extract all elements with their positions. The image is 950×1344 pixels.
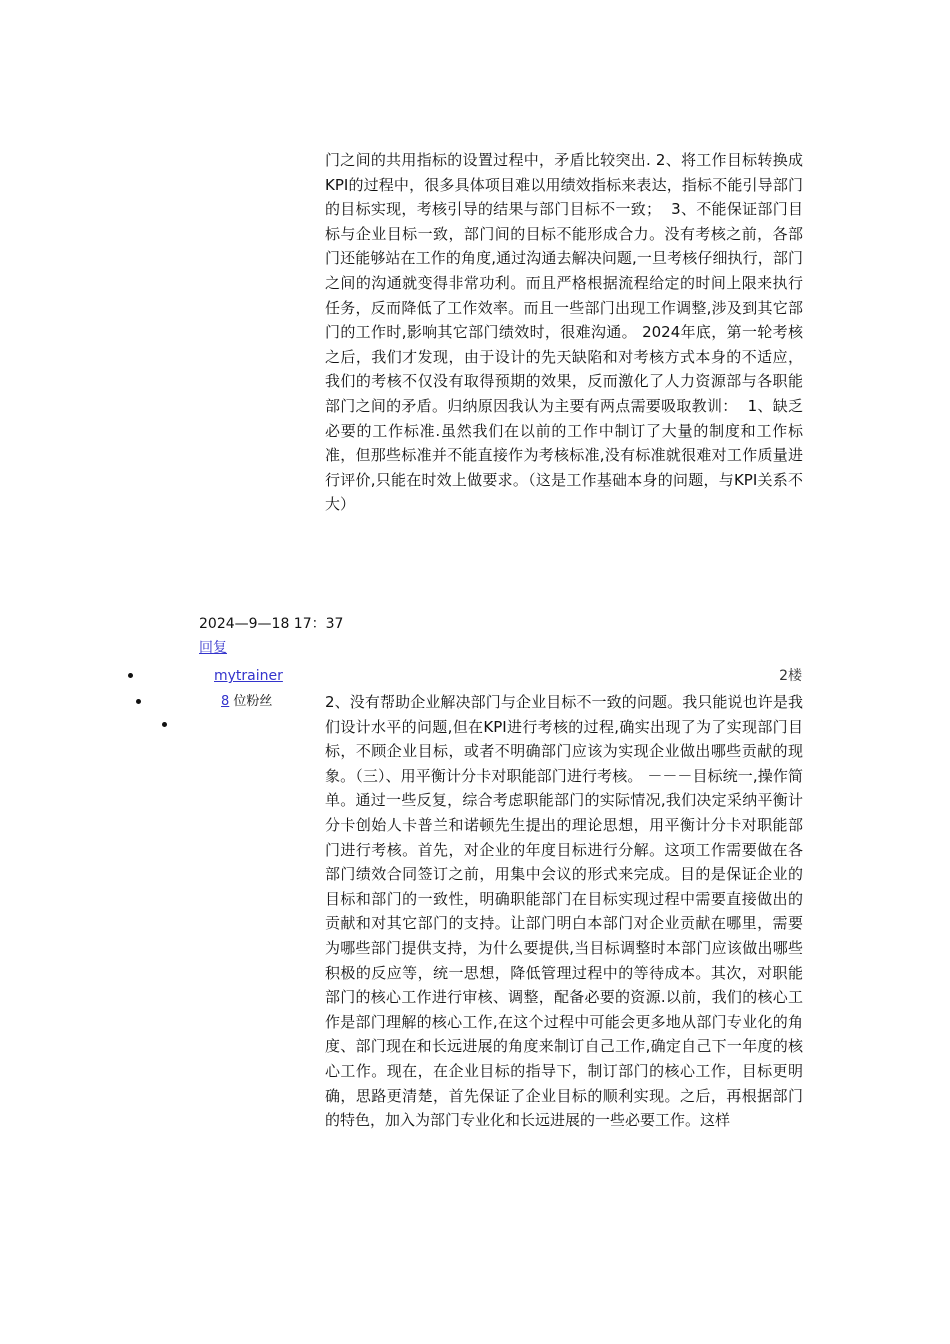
post-body-second: 2、没有帮助企业解决部门与企业目标不一致的问题。我只能说也许是我们设计水平的问题,但在KPI进行考核的过程,确实出现了为了实现部门目标，不顾企业目标，或者不明确部门应该为实现企业做出哪些贡献的现象。（三）、用平衡计分卡对职能部门进行考核。 －－－目标统一,操作简单。通过一些反复，综合考虑职能部门的实际情况,我们决定采纳平衡计分卡创始人卡普兰和诺顿先生提出的理论思想，用平衡计分卡对职能部门进行考核。首先，对企业的年度目标进行分解。这项工作需要做在各部门绩效合同签订之前，用集中会议的形式来完成。目的是保证企业的目标和部门的一致性，明确职能部门在目标实现过程中需要直接做出的贡献和对其它部门的支持。让部门明白本部门对企业贡献在哪里，需要为哪些部门提供支持，为什么要提供,当目标调整时本部门应该做出哪些积极的反应等，统一思想，降低管理过程中的等待成本。其次，对职能部门的核心工作进行审核、调整，配备必要的资源.以前，我们的核心工作是部门理解的核心工作,在这个过程中可能会更多地从部门专业化的角度、部门现在和长远进展的角度来制订自己工作,确定自己下一年度的核心工作。现在，在企业目标的指导下，制订部门的核心工作，目标更明确，思路更清楚，首先保证了企业目标的顺利实现。之后，再根据部门的特色，加入为部门专业化和长远进展的一些必要工作。这样 xyxy=(325,693,803,1130)
post-body-top: 门之间的共用指标的设置过程中，矛盾比较突出. 2、将工作目标转换成KPI的过程中，很多具体项目难以用绩效指标来表达，指标不能引导部门的目标实现，考核引导的结果与部门目标不一致； 3、不能保证部门目标与企业目标一致，部门间的目标不能形成合力。没有考核之前，各部门还能够站在工作的角度,通过沟通去解决问题,一旦考核仔细执行，部门之间的沟通就变得非常功利。而且严格根据流程给定的时间上限来执行任务，反而降低了工作效率。而且一些部门出现工作调整,涉及到其它部门的工作时,影响其它部门绩效时，很难沟通。 2024年底，第一轮考核之后，我们才发现，由于设计的先天缺陷和对考核方式本身的不适应，我们的考核不仅没有取得预期的效果，反而激化了人力资源部与各职能部门之间的矛盾。归纳原因我认为主要有两点需要吸取教训： 1、缺乏必要的工作标准.虽然我们在以前的工作中制订了大量的制度和工作标准，但那些标准并不能直接作为考核标准,没有标准就很难对工作质量进行评价,只能在时效上做要求。（这是工作基础本身的问题，与KPI关系不大） xyxy=(325,151,803,514)
floor-number: 2楼 xyxy=(779,668,802,684)
fans-count-link[interactable]: 8 xyxy=(221,694,230,709)
list-bullet xyxy=(136,699,141,704)
fans-label: 位粉丝 xyxy=(233,694,273,709)
reply-link[interactable]: 回复 xyxy=(199,640,227,656)
list-bullet xyxy=(162,722,167,727)
fans-count xyxy=(221,693,272,711)
post-timestamp: 2024—9—18 17：37 xyxy=(199,616,344,632)
author-name-link[interactable]: mytrainer xyxy=(214,668,283,684)
list-bullet xyxy=(128,673,133,678)
